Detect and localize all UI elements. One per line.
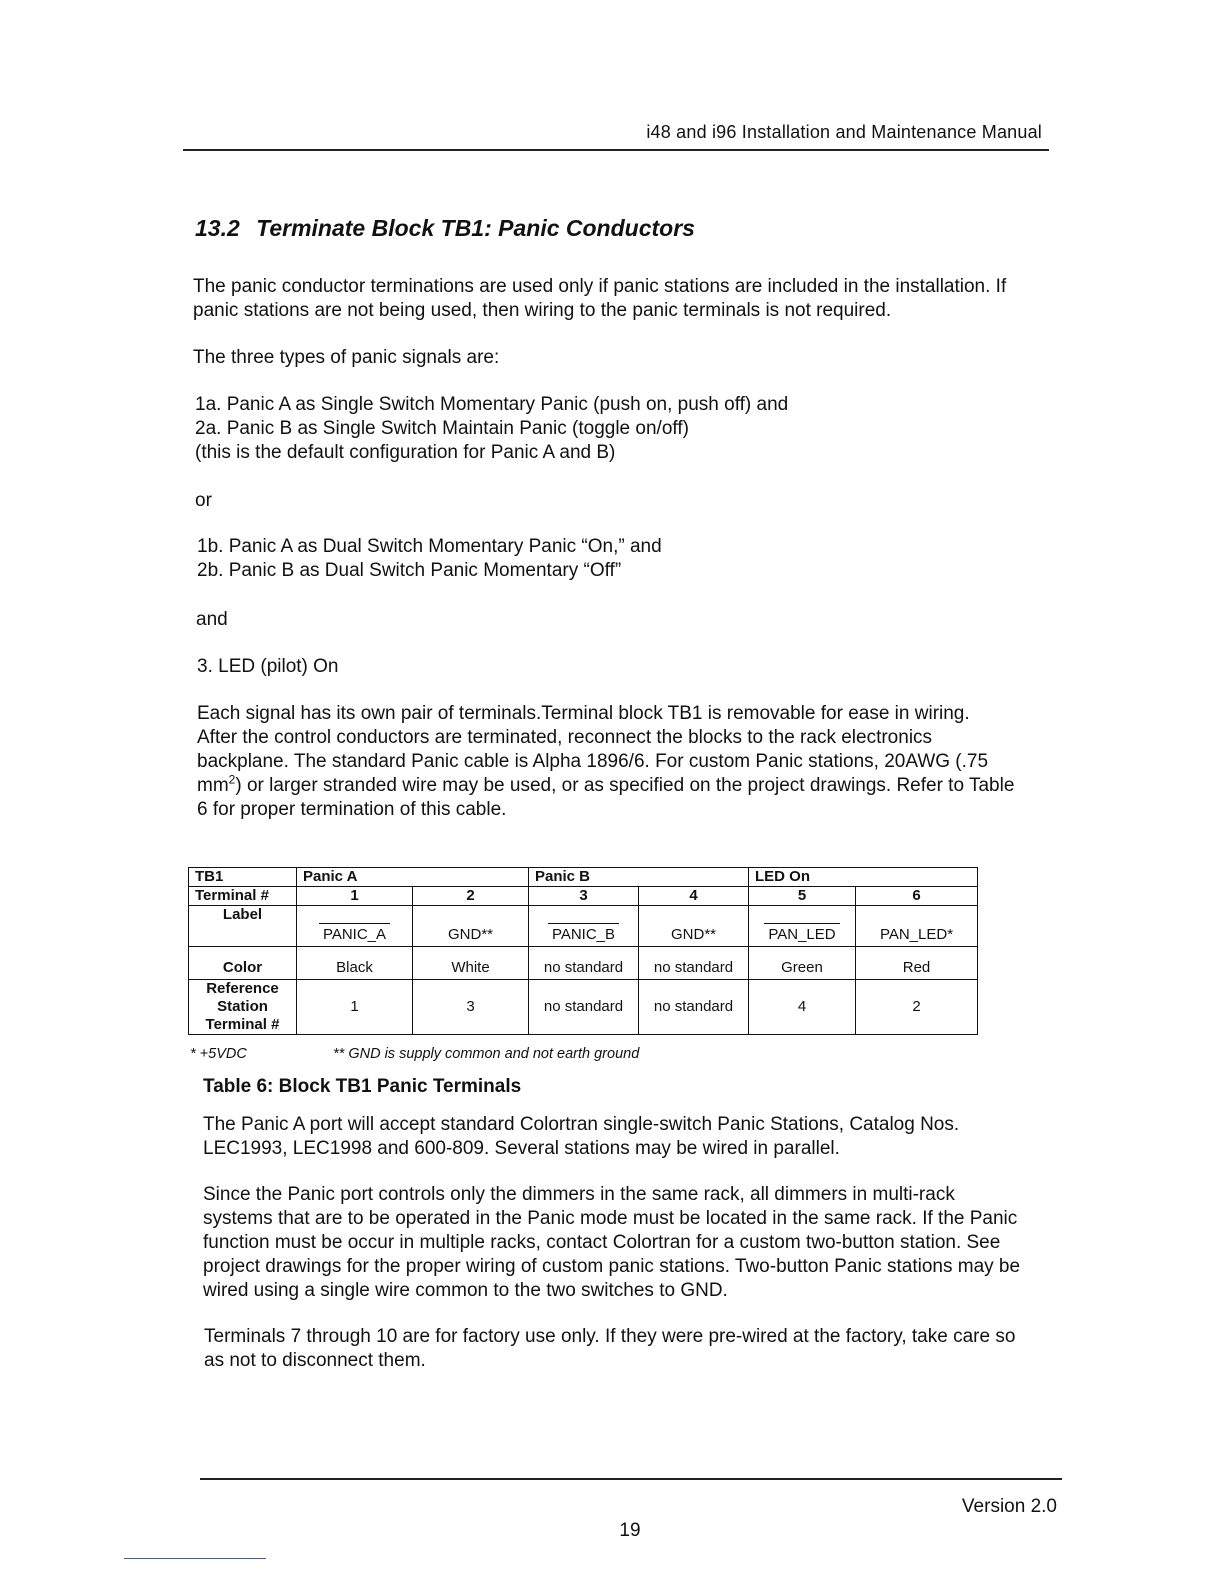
table-row-group-headers: [189, 868, 978, 887]
multi-rack-paragraph: [203, 1183, 1053, 1303]
superscript: 2: [228, 772, 236, 787]
table-cell: [529, 906, 639, 947]
text-line: wired using a single wire common to the two switches to GND.: [203, 1280, 728, 1301]
table-header-cell: TB1: [189, 868, 297, 887]
table-cell: 2: [856, 980, 978, 1035]
version-label: Version 2.0: [961, 1496, 1057, 1517]
table-cell: 1: [297, 887, 413, 906]
text-line: [197, 774, 1057, 798]
text-line: Each signal has its own pair of terminals.Terminal block TB1 is removable for ease in wiring.: [197, 703, 970, 724]
table-header-cell: Panic A: [297, 868, 529, 887]
or-text: or: [195, 490, 212, 511]
panic-a-paragraph: [203, 1113, 1053, 1161]
signal-label-active-low: PANIC_B: [548, 923, 619, 944]
text-line: The Panic A port will accept standard Colortran single-switch Panic Stations, Catalog Nos.: [203, 1114, 960, 1135]
list-item: 1b. Panic A as Dual Switch Momentary Panic “On,” and: [197, 536, 662, 557]
text-line: panic stations are not being used, then wiring to the panic terminals is not required.: [193, 300, 892, 321]
table-footnote-gnd: ** GND is supply common and not earth ground: [333, 1046, 640, 1062]
row-label: Color: [189, 947, 297, 980]
list-item: 2a. Panic B as Single Switch Maintain Panic (toggle on/off): [195, 418, 689, 439]
text-line: Terminals 7 through 10 are for factory use only. If they were pre-wired at the factory, take care so: [204, 1326, 1016, 1347]
intro-paragraph: [193, 275, 1043, 323]
table-cell: no standard: [639, 947, 749, 980]
text-line: as not to disconnect them.: [204, 1350, 426, 1371]
table-cell: no standard: [529, 947, 639, 980]
table-cell: 2: [413, 887, 529, 906]
text-line: LEC1993, LEC1998 and 600-809. Several stations may be wired in parallel.: [203, 1138, 840, 1159]
text-line: function must be occur in multiple racks, contact Colortran for a custom two-button station. See: [203, 1232, 1001, 1253]
list-item: 2b. Panic B as Dual Switch Panic Momentary “Off”: [197, 560, 622, 581]
table-cell: PAN_LED*: [856, 906, 978, 947]
text-line: The panic conductor terminations are used only if panic stations are included in the installation. If: [193, 276, 1007, 297]
text-line: backplane. The standard Panic cable is Alpha 1896/6. For custom Panic stations, 20AWG (.75: [197, 751, 989, 772]
table-cell: [749, 906, 856, 947]
table-cell: White: [413, 947, 529, 980]
text-segment: ) or larger stranded wire may be used, or as specified on the project drawings. Refer to Table: [235, 775, 1015, 796]
scan-artifact-line: [124, 1558, 266, 1559]
table-cell: no standard: [639, 980, 749, 1035]
text-line: After the control conductors are terminated, reconnect the blocks to the rack electronics: [197, 727, 933, 748]
table-cell: 5: [749, 887, 856, 906]
list-item: 1a. Panic A as Single Switch Momentary Panic (push on, push off) and: [195, 394, 789, 415]
table-row-reference: [189, 980, 978, 1035]
types-intro: The three types of panic signals are:: [193, 347, 500, 368]
wiring-paragraph: [197, 702, 1057, 822]
table-cell: GND**: [639, 906, 749, 947]
text-line: project drawings for the proper wiring of custom panic stations. Two-button Panic stations may be: [203, 1256, 1021, 1277]
table-row-terminal: [189, 887, 978, 906]
table-cell: GND**: [413, 906, 529, 947]
table-cell: 6: [856, 887, 978, 906]
table-cell: Red: [856, 947, 978, 980]
list-note: (this is the default configuration for Panic A and B): [195, 442, 616, 463]
table-header-cell: Panic B: [529, 868, 749, 887]
table-cell: Green: [749, 947, 856, 980]
row-label-line: Reference: [206, 980, 279, 997]
signal-list-dual: [197, 535, 662, 583]
table-caption: Table 6: Block TB1 Panic Terminals: [203, 1076, 522, 1097]
tb1-terminal-table: [188, 867, 978, 1035]
section-number: 13.2: [195, 215, 240, 241]
table-cell: Black: [297, 947, 413, 980]
table-row-label: [189, 906, 978, 947]
section-heading: [195, 215, 695, 242]
table-footnote-voltage: * +5VDC: [190, 1046, 247, 1062]
and-text: and: [196, 609, 228, 630]
table-cell: no standard: [529, 980, 639, 1035]
section-title: Terminate Block TB1: Panic Conductors: [256, 215, 695, 241]
table-cell: 3: [529, 887, 639, 906]
row-label: Terminal #: [189, 887, 297, 906]
signal-list-single: [195, 393, 788, 465]
row-label: Label: [189, 906, 297, 947]
row-label-line: Terminal #: [205, 1016, 280, 1033]
table-header-cell: LED On: [749, 868, 978, 887]
table-cell: 4: [749, 980, 856, 1035]
page-number: 19: [619, 1520, 641, 1541]
factory-terminals-paragraph: [204, 1325, 1054, 1373]
list-item-led: 3. LED (pilot) On: [197, 656, 339, 677]
table-cell: 1: [297, 980, 413, 1035]
footer-rule: [200, 1478, 1062, 1480]
text-line: systems that are to be operated in the Panic mode must be located in the same rack. If the Panic: [203, 1208, 1018, 1229]
table-row-color: [189, 947, 978, 980]
table-cell: [297, 906, 413, 947]
table-cell: 4: [639, 887, 749, 906]
row-label-line: Station: [217, 998, 268, 1015]
row-label: [189, 980, 297, 1035]
unit-mm: mm: [197, 775, 229, 796]
header-rule: [183, 149, 1049, 151]
text-line: 6 for proper termination of this cable.: [197, 799, 507, 820]
text-line: Since the Panic port controls only the dimmers in the same rack, all dimmers in multi-rack: [203, 1184, 955, 1205]
running-header: i48 and i96 Installation and Maintenance Manual: [646, 122, 1042, 142]
signal-label-active-low: PAN_LED: [764, 923, 839, 944]
table-cell: 3: [413, 980, 529, 1035]
signal-label-active-low: PANIC_A: [319, 923, 390, 944]
